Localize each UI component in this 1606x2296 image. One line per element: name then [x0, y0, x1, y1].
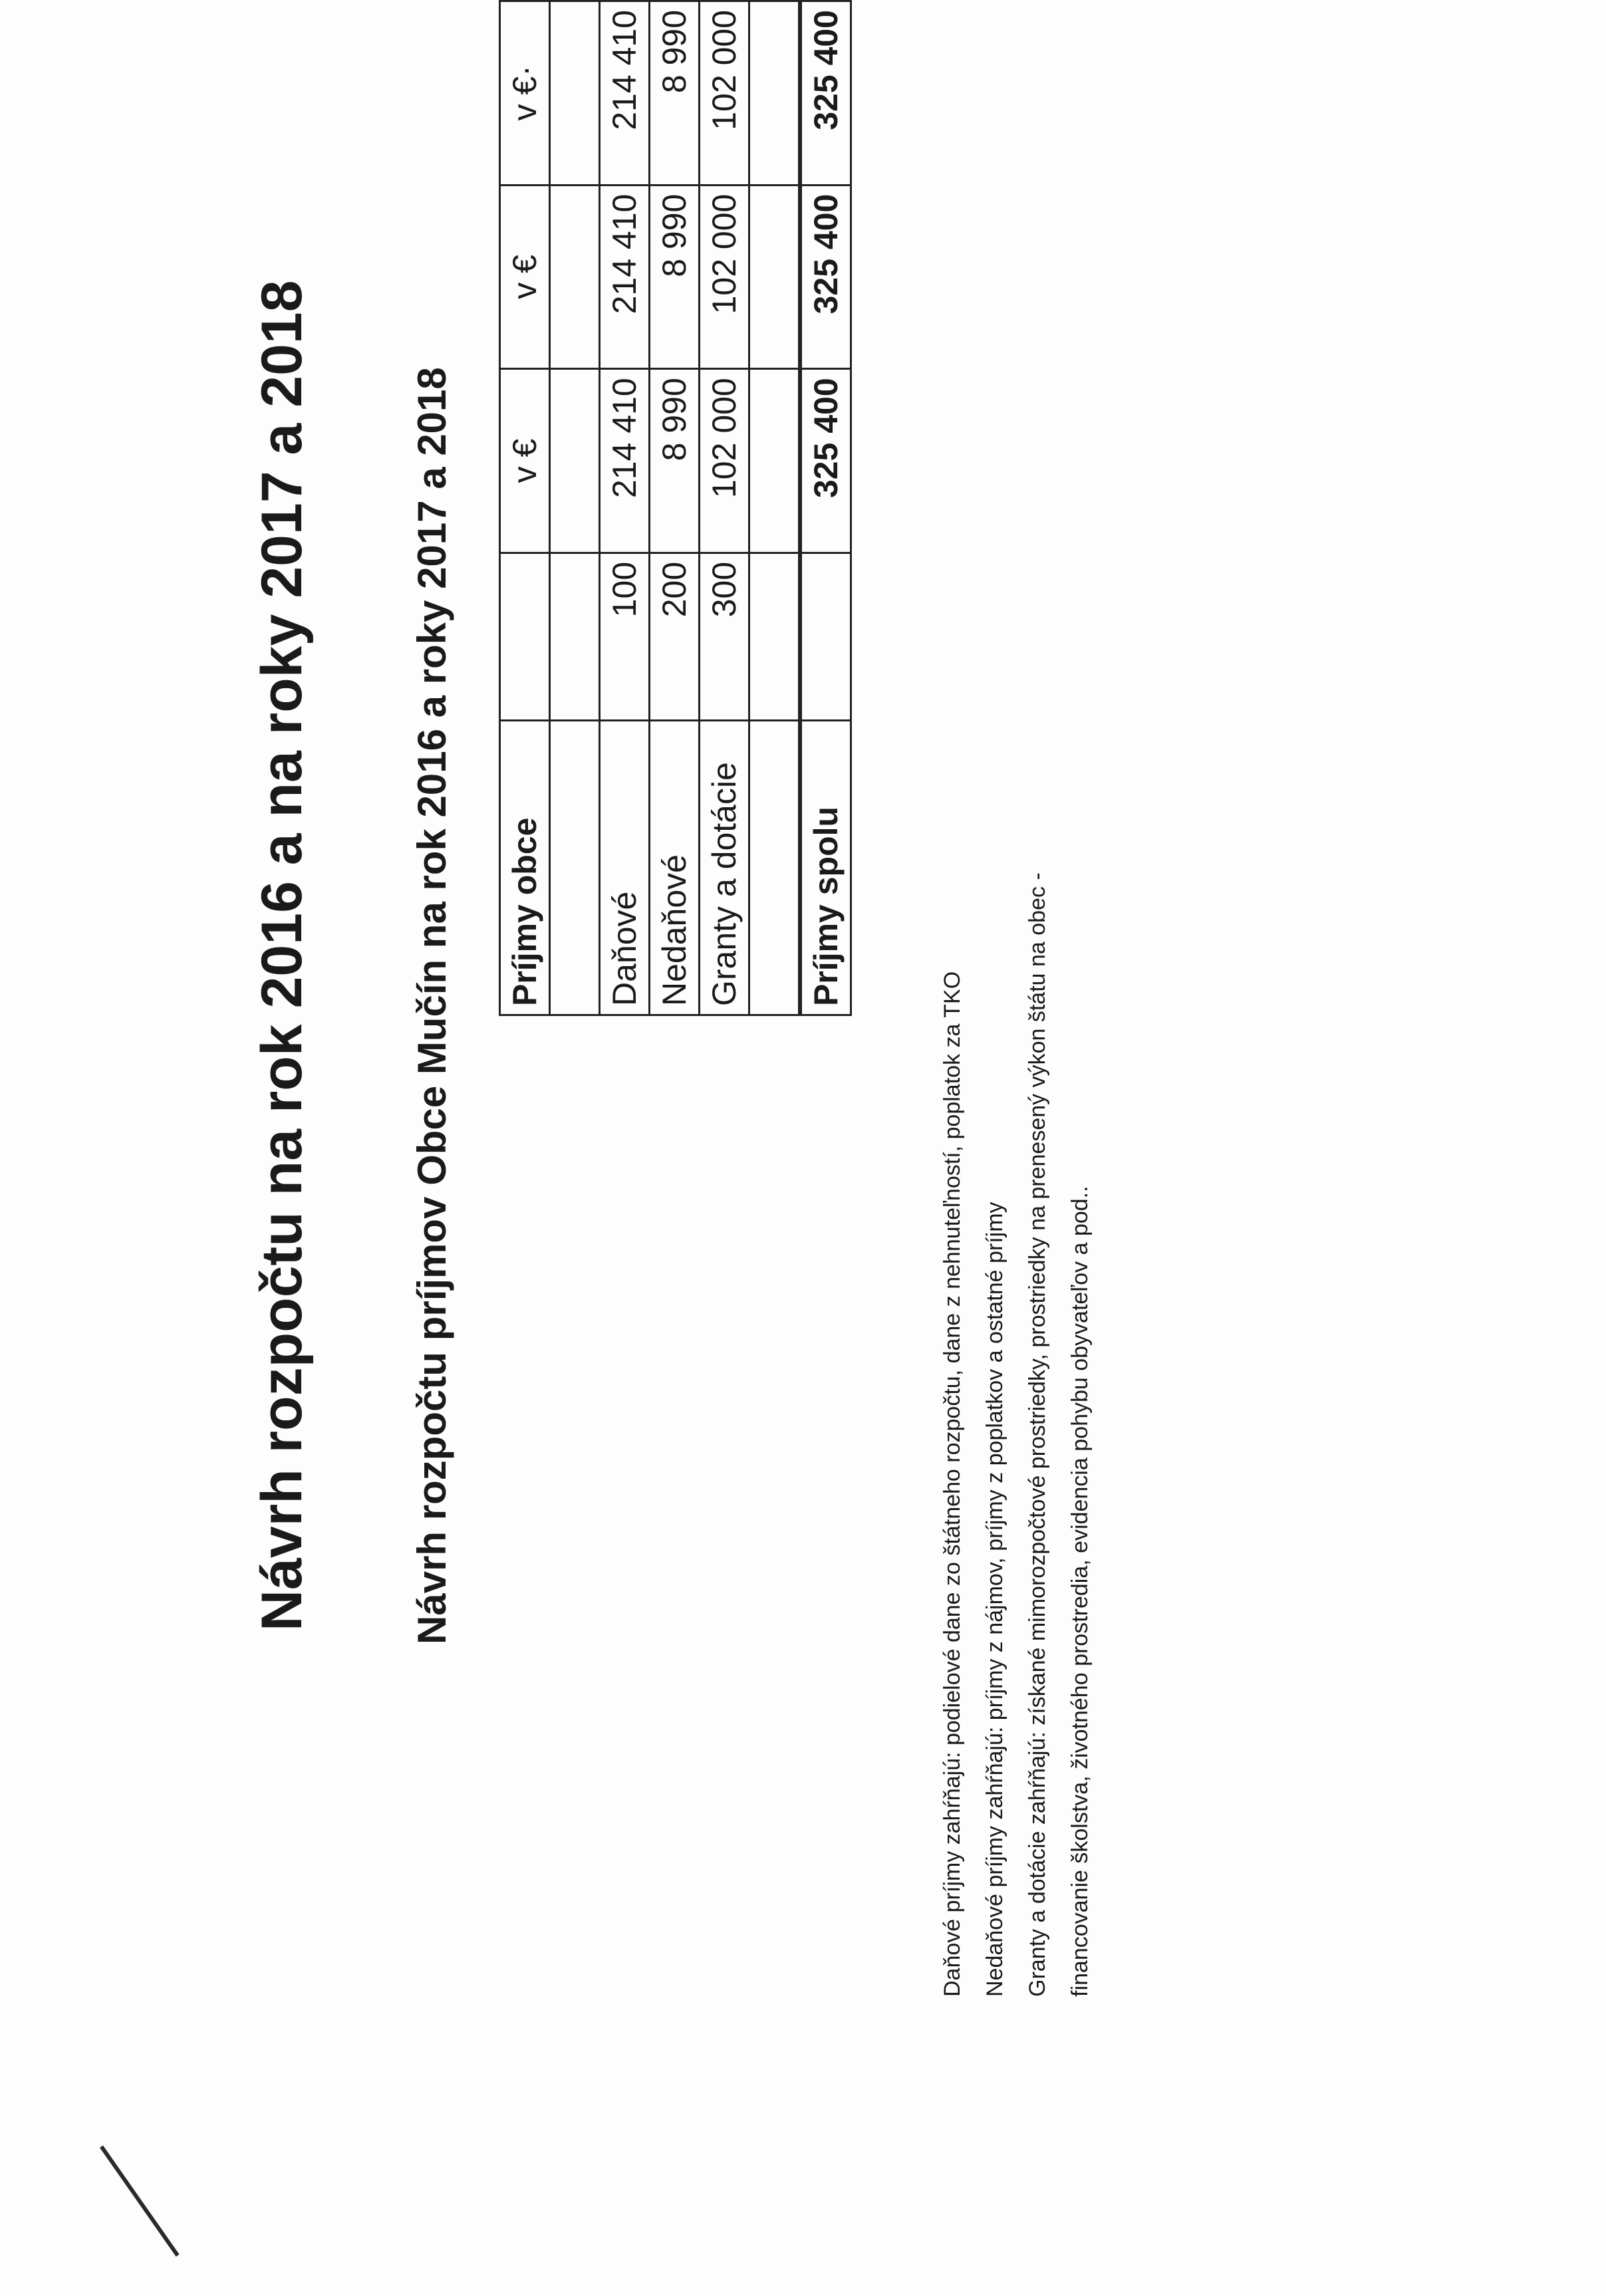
row-value-2016: 214 410	[600, 369, 650, 553]
footnotes	[931, 872, 1101, 1997]
total-value-2016: 325 400	[800, 369, 851, 553]
total-value-2017: 325 400	[800, 185, 851, 369]
header-code	[500, 553, 550, 720]
row-value-2016: 102 000	[700, 369, 749, 553]
header-unit-2017: v €	[500, 185, 550, 369]
row-value-2018: 8 990	[650, 1, 700, 186]
table-spacer-row	[749, 1, 801, 1015]
row-value-2018: 102 000	[700, 1, 749, 186]
total-code	[800, 553, 851, 720]
header-income: Príjmy obce	[500, 720, 550, 1015]
header-unit-2018: v €·	[500, 1, 550, 186]
row-label: Daňové	[600, 720, 650, 1015]
note-grants-continued: financovanie školstva, životného prostredia, evidencia pohybu obyvateľov a pod..	[1067, 1186, 1093, 1997]
note-tax-income: Daňové príjmy zahŕňajú: podielové dane zo štátneho rozpočtu, dane z nehnuteľností, poplatok za TKO	[940, 971, 965, 1997]
row-label: Granty a dotácie	[700, 720, 749, 1015]
row-value-2017: 102 000	[700, 185, 749, 369]
total-label: Príjmy spolu	[800, 720, 851, 1015]
row-value-2017: 214 410	[600, 185, 650, 369]
row-label: Nedaňové	[650, 720, 700, 1015]
document-subtitle: Návrh rozpočtu príjmov Obce Mučín na rok 2016 a roky 2017 a 2018	[410, 367, 454, 1644]
table-header-row	[500, 1, 550, 1015]
table-total-row	[800, 1, 851, 1015]
total-value-2018: 325 400	[800, 1, 851, 186]
table-row	[650, 1, 700, 1015]
document-title: Návrh rozpočtu na rok 2016 a na roky 2017 a 2018	[250, 280, 314, 1631]
row-code: 200	[650, 553, 700, 720]
budget-table	[499, 0, 852, 1016]
row-value-2017: 8 990	[650, 185, 700, 369]
header-unit-2016: v €	[500, 369, 550, 553]
row-code: 300	[700, 553, 749, 720]
row-value-2016: 8 990	[650, 369, 700, 553]
table-spacer-row	[550, 1, 600, 1015]
note-grants: Granty a dotácie zahŕňajú: získané mimorozpočtové prostriedky, prostriedky na prenesený výkon štátu na obec -	[1025, 872, 1050, 1997]
table-row	[700, 1, 749, 1015]
row-value-2018: 214 410	[600, 1, 650, 186]
note-non-tax-income: Nedaňové príjmy zahŕňajú: príjmy z nájmov, príjmy z poplatkov a ostatné príjmy	[982, 1202, 1007, 1997]
table-row	[600, 1, 650, 1015]
row-code: 100	[600, 553, 650, 720]
